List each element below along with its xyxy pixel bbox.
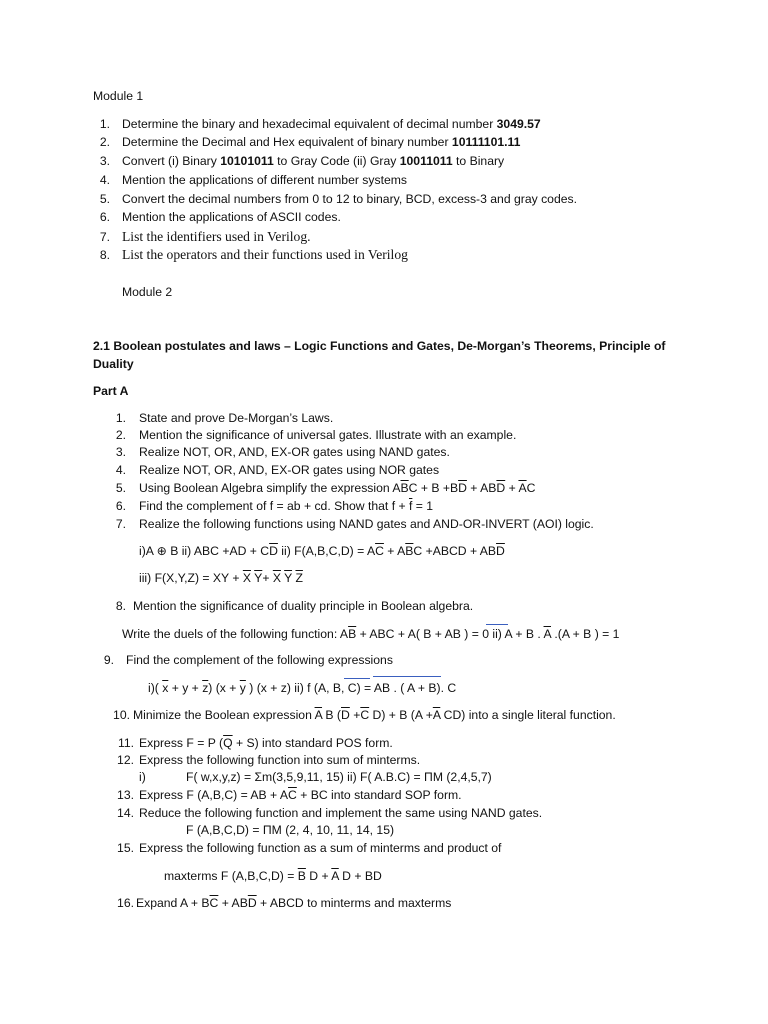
item-number: 15. (117, 841, 134, 855)
list-item: Reduce the following function and implement the same using NAND gates. (139, 806, 543, 820)
item-number: 8. (115, 599, 126, 613)
q12-label: i) (139, 770, 146, 784)
item-number: 16. (117, 896, 134, 910)
list-item: Convert (i) Binary 10101011 to Gray Code (ii) Gray 10011011 to Binary (122, 154, 505, 168)
overline-mark (486, 624, 508, 625)
q8-expression-line: Write the duels of the following function: $A\overline{B}$ + ABC + A( B + AB ) = 0 ii) A + B . $\overline{A}$ .(A + B ) = 1 (122, 627, 620, 641)
list-item: State and prove De-Morgan’s Laws. (139, 411, 334, 425)
item-number: 4. (115, 463, 126, 477)
item-number: 2. (115, 428, 126, 442)
list-item: Realize the following functions using NAND gates and AND-OR-INVERT (AOI) logic. (139, 517, 594, 531)
list-item: Determine the Decimal and Hex equivalent of binary number 10111101.11 (122, 135, 521, 149)
item-number: 10. (113, 708, 130, 722)
q12-expression: F( w,x,y,z) = Σm(3,5,9,11, 15) ii) F( A.B.C) = ΠM (2,4,5,7) (186, 770, 492, 784)
item-number: 13. (117, 788, 134, 802)
item-number: 3. (99, 154, 110, 168)
item-number: 7. (115, 517, 126, 531)
list-item: Mention the applications of ASCII codes. (122, 210, 341, 224)
list-item: Express the following function into sum of minterms. (139, 753, 421, 767)
item-number: 3. (115, 445, 126, 459)
list-item: Mention the applications of different number systems (122, 173, 407, 187)
item-number: 1. (115, 411, 126, 425)
item-number: 7. (99, 230, 110, 244)
list-item: Realize NOT, OR, AND, EX-OR gates using NOR gates (139, 463, 440, 477)
item-number: 9. (103, 653, 114, 667)
list-item: Mention the significance of duality principle in Boolean algebra. (133, 599, 474, 613)
list-item: List the identifiers used in Verilog. (122, 229, 311, 244)
list-item: Express F (A,B,C) = AB + $A\overline{C}$ + BC into standard SOP form. (139, 788, 462, 802)
item-number: 14. (117, 806, 134, 820)
list-item: Mention the significance of universal gates. Illustrate with an example. (139, 428, 517, 442)
item-number: 5. (99, 192, 110, 206)
item-number: 12. (117, 753, 134, 767)
section-title-cont: Duality (93, 357, 134, 371)
item-number: 2. (99, 135, 110, 149)
item-number: 11. (117, 736, 134, 750)
overline-mark (373, 676, 441, 677)
item-number: 8. (99, 248, 110, 262)
list-item: Convert the decimal numbers from 0 to 12 to binary, BCD, excess-3 and gray codes. (122, 192, 577, 206)
section-title: 2.1 Boolean postulates and laws – Logic Functions and Gates, De-Morgan’s Theorems, Principle of (93, 339, 666, 353)
list-item: Determine the binary and hexadecimal equivalent of decimal number 3049.57 (122, 117, 541, 131)
list-item: Find the complement of f = ab + cd. Show that $f + \overline{f} = 1$ (139, 499, 434, 513)
list-item: List the operators and their functions used in Verilog (122, 247, 408, 262)
list-item: Find the complement of the following expressions (126, 653, 393, 667)
item-number: 5. (115, 481, 126, 495)
list-item: Realize NOT, OR, AND, EX-OR gates using NAND gates. (139, 445, 450, 459)
module2-heading: Module 2 (122, 285, 173, 299)
q15-expression: maxterms F $(A,B,C,D) = \overline{B}$ $D + \overline{A}$ D + BD (164, 869, 382, 883)
q9-expression-line: i)( $\overline{x} + y + \overline{z}$) ($x + \overline{y}$ ) (x + z) ii) f (A, B, C) = AB . ( A + B). C (148, 681, 457, 695)
item-number: 6. (115, 499, 126, 513)
module1-heading: Module 1 (93, 89, 144, 103)
overline-mark (344, 678, 370, 679)
list-item: Express F = P $(\overline{Q} + S)$ into standard POS form. (139, 736, 393, 750)
list-item: Expand $A + B\overline{C} + AB\overline{D}$ + ABCD to minterms and maxterms (136, 896, 452, 910)
list-item: Using Boolean Algebra simplify the expression $A\overline{B}C + B +B\overline{D} + AB\overline{D} + \overline{A}C$ (139, 481, 536, 495)
item-number: 4. (99, 173, 110, 187)
q14-expression: F (A,B,C,D) = ΠM (2, 4, 10, 11, 14, 15) (186, 823, 395, 837)
part-heading: Part A (93, 384, 129, 398)
item-number: 1. (99, 117, 110, 131)
item-number: 6. (99, 210, 110, 224)
q7-expression-line2: iii) F(X,Y,Z) = XY + $\overline{X}$ $\overline{Y}+ \overline{X}$ $\overline{Y}$ $\overline{Z}$ (139, 571, 303, 585)
list-item: Minimize the Boolean expression $\overline{A}$ B ($\overline{D} +\overline{C}$ D) + B ($A +\overline{A}$ CD) into a single literal function. (133, 708, 616, 722)
q7-expression-line1: i)A ⊕ B ii) ABC $+AD + C\overline{D}$ ii) $F(A,B,C,D) = A\overline{C} + A\overline{B}C$ +ABCD + $AB\overline{D}$ (139, 544, 505, 558)
list-item: Express the following function as a sum of minterms and product of (139, 841, 502, 855)
